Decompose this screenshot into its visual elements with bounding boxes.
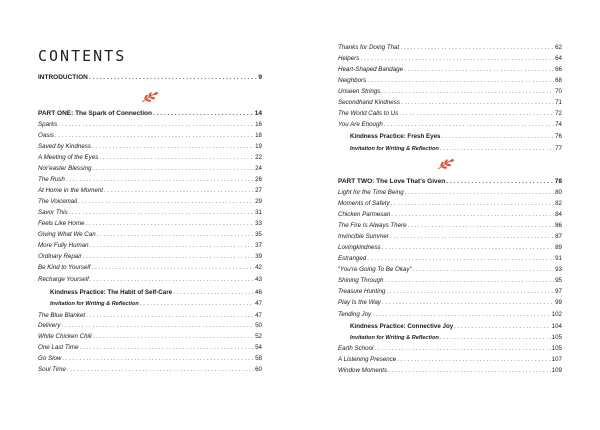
toc-entry-page: 43 (255, 276, 262, 283)
toc-entry-page: 89 (555, 244, 562, 251)
toc-entry-page: 74 (555, 121, 562, 128)
dot-leader (446, 178, 554, 186)
dot-leader (85, 220, 254, 228)
toc-entry-title: Shining Through (338, 277, 384, 284)
toc-entry-title: Ordinary Repair (38, 253, 82, 260)
dot-leader (374, 345, 550, 353)
dot-leader (397, 356, 550, 364)
dot-leader (382, 299, 554, 307)
toc-entry-title: Invitation for Writing & Reflection (350, 335, 439, 341)
toc-entry-title: At Home in the Moment (38, 187, 103, 194)
toc-entry-page: 78 (554, 178, 562, 185)
toc-entry-title: Chicken Parmesan (338, 211, 391, 218)
toc-entry (338, 345, 562, 353)
toc-entry-page: 58 (255, 355, 262, 362)
toc-entry-title: Kindness Practice: Connective Joy (350, 323, 454, 330)
toc-entry-title: PART ONE: The Spark of Connection (38, 110, 152, 117)
toc-entry-page: 102 (551, 311, 562, 318)
toc-entry-page: 80 (555, 189, 562, 196)
toc-entry (338, 110, 562, 118)
toc-entry-page: 54 (255, 344, 262, 351)
toc-entry-page: 72 (555, 110, 562, 117)
toc-entry-title: Estranged (338, 255, 367, 262)
toc-entry (338, 266, 562, 274)
dot-leader (140, 300, 254, 308)
toc-entry-title: Oasis (38, 132, 54, 139)
dot-leader (92, 264, 255, 272)
toc-entry-title: Helpers (338, 55, 360, 62)
toc-entry-page: 104 (551, 323, 562, 330)
toc-entry-title: Kindness Practice: Fresh Eyes (350, 133, 441, 140)
toc-entry (38, 121, 262, 129)
toc-entry-page: 105 (551, 334, 562, 341)
dot-leader (399, 110, 554, 118)
toc-entry-title: More Fully Human (38, 242, 89, 249)
toc-entry-title: You Are Enough (338, 121, 383, 128)
toc-entry (50, 300, 262, 308)
toc-entry-title: Secondhand Kindness (338, 99, 400, 106)
toc-entry (38, 220, 262, 228)
dot-leader (55, 132, 254, 140)
toc-entry-title: The Blue Blanket (38, 312, 86, 319)
dot-leader (367, 77, 554, 85)
dot-leader (381, 88, 554, 96)
toc-entry-page: 52 (255, 333, 262, 340)
toc-entry-title: Giving What We Can (38, 231, 96, 238)
toc-entry-page: 99 (555, 299, 562, 306)
toc-entry-title: Sparks (38, 121, 58, 128)
toc-entry-title: Savor This (38, 209, 68, 216)
toc-entry (50, 289, 262, 297)
toc-entry-page: 77 (555, 145, 562, 152)
dot-leader (405, 189, 554, 197)
toc-entry-title: Neighbors (338, 77, 367, 84)
dot-leader (93, 333, 254, 341)
toc-entry-title: Treasure Hunting (338, 288, 386, 295)
toc-entry (338, 222, 562, 230)
toc-entry (338, 311, 562, 319)
toc-entry-page: 24 (255, 165, 262, 172)
toc-entry-title: The Voicemail (38, 198, 77, 205)
toc-entry (338, 55, 562, 63)
toc-entry-page: 47 (255, 312, 262, 319)
dot-leader (388, 367, 551, 375)
toc-entry (338, 44, 562, 52)
toc-entry-page: 16 (255, 121, 262, 128)
toc-entry (338, 244, 562, 252)
toc-entry-title: Soul Time (38, 366, 66, 373)
dot-leader (386, 288, 554, 296)
toc-entry-title: Play Is the Way (338, 299, 381, 306)
dot-leader (441, 133, 554, 141)
toc-entry (38, 143, 262, 151)
dot-leader (401, 99, 554, 107)
toc-entry-page: 9 (258, 74, 262, 81)
toc-entry-title: Moments of Safety (338, 200, 390, 207)
dot-leader (86, 312, 254, 320)
toc-entry-page: 27 (255, 187, 262, 194)
toc-entry-page: 42 (255, 264, 262, 271)
toc-entry (38, 231, 262, 239)
toc-entry-title: Feels Like Home (38, 220, 85, 227)
dot-leader (61, 322, 254, 330)
toc-entry (338, 299, 562, 307)
toc-entry-page: 95 (555, 277, 562, 284)
toc-entry (38, 355, 262, 363)
dot-leader (360, 55, 554, 63)
dot-leader (173, 289, 254, 297)
toc-entry-title: “You're Going To Be Okay” (338, 266, 412, 273)
dot-leader (372, 311, 551, 319)
leaf-sprig-icon (436, 157, 456, 171)
dot-leader (440, 334, 551, 342)
contents-title: CONTENTS (38, 47, 127, 65)
toc-entry-title: Thanks for Doing That (338, 44, 400, 51)
dot-leader (99, 154, 254, 162)
toc-entry-title: White Chicken Chili (38, 333, 92, 340)
toc-entry (338, 200, 562, 208)
toc-entry-page: 109 (551, 367, 562, 374)
toc-entry (38, 209, 262, 217)
toc-entry-page: 62 (555, 44, 562, 51)
toc-entry-title: The World Calls to Us (338, 110, 399, 117)
toc-entry (350, 145, 562, 153)
dot-leader (367, 255, 554, 263)
toc-entry-title: Delivery (38, 322, 61, 329)
toc-entry (350, 133, 562, 141)
dot-leader (104, 187, 254, 195)
toc-entry-title: Light for the Time Being (338, 189, 404, 196)
toc-entry (338, 77, 562, 85)
toc-entry-page: 39 (255, 253, 262, 260)
dot-leader (391, 211, 554, 219)
dot-leader (58, 121, 254, 129)
toc-entry-title: Heart-Shaped Bandage (338, 66, 404, 73)
toc-entry-page: 84 (555, 211, 562, 218)
dot-leader (384, 277, 554, 285)
toc-entry-page: 68 (555, 77, 562, 84)
toc-entry-title: Invitation for Writing & Reflection (50, 301, 139, 307)
toc-entry-page: 19 (255, 143, 262, 150)
toc-entry (38, 110, 262, 118)
toc-entry (338, 88, 562, 96)
dot-leader (92, 143, 254, 151)
toc-entry (350, 323, 562, 331)
toc-entry-page: 26 (255, 176, 262, 183)
dot-leader (92, 165, 254, 173)
dot-leader (153, 110, 254, 118)
toc-entry (338, 367, 562, 375)
toc-entry-title: Window Moments (338, 367, 388, 374)
leaf-sprig-icon (140, 90, 160, 104)
toc-entry (38, 366, 262, 374)
toc-entry-page: 33 (255, 220, 262, 227)
toc-entry-page: 64 (555, 55, 562, 62)
toc-entry-page: 76 (555, 133, 562, 140)
dot-leader (69, 209, 255, 217)
toc-entry (38, 322, 262, 330)
toc-entry-title: The Rush (38, 176, 65, 183)
dot-leader (440, 145, 554, 153)
toc-entry (338, 356, 562, 364)
toc-entry (338, 178, 562, 186)
dot-leader (67, 366, 254, 374)
toc-entry (338, 233, 562, 241)
toc-entry-page: 107 (551, 356, 562, 363)
toc-entry-page: 29 (255, 198, 262, 205)
toc-entry (38, 253, 262, 261)
toc-entry-page: 82 (555, 200, 562, 207)
toc-entry (38, 154, 262, 162)
dot-leader (97, 231, 254, 239)
toc-entry-title: Tending Joy (338, 311, 372, 318)
toc-entry-page: 93 (555, 266, 562, 273)
toc-entry-title: Be Kind to Yourself (38, 264, 91, 271)
toc-entry (338, 277, 562, 285)
toc-entry (38, 264, 262, 272)
toc-entry-title: INTRODUCTION (38, 74, 88, 81)
toc-entry (38, 187, 262, 195)
dot-leader (83, 253, 254, 261)
toc-entry-title: Saved by Kindness (38, 143, 91, 150)
toc-entry (350, 334, 562, 342)
toc-entry (38, 333, 262, 341)
toc-entry-title: A Listening Presence (338, 356, 397, 363)
toc-entry-page: 31 (255, 209, 262, 216)
toc-entry-title: PART TWO: The Love That's Given (338, 178, 446, 185)
toc-entry-page: 14 (254, 110, 262, 117)
toc-entry (338, 66, 562, 74)
dot-leader (66, 176, 254, 184)
toc-entry (338, 189, 562, 197)
dot-leader (413, 266, 555, 274)
dot-leader (408, 222, 555, 230)
toc-entry (38, 74, 262, 82)
toc-entry-title: Invincible Summer (338, 233, 389, 240)
dot-leader (454, 323, 551, 331)
dot-leader (89, 74, 258, 82)
toc-entry-title: A Meeting of the Eyes (38, 154, 99, 161)
toc-entry-page: 70 (555, 88, 562, 95)
toc-entry (338, 288, 562, 296)
toc-entry-page: 50 (255, 322, 262, 329)
dot-leader (404, 66, 554, 74)
toc-entry-title: Kindness Practice: The Habit of Self-Care (50, 289, 173, 296)
toc-entry-page: 47 (255, 300, 262, 307)
toc-entry (338, 255, 562, 263)
toc-entry-title: Invitation for Writing & Reflection (350, 146, 439, 152)
right-page (300, 0, 600, 430)
toc-entry (338, 121, 562, 129)
dot-leader (391, 200, 555, 208)
toc-entry (338, 99, 562, 107)
toc-entry-title: Recharge Yourself (38, 276, 89, 283)
toc-entry-page: 46 (255, 289, 262, 296)
toc-entry-page: 22 (255, 154, 262, 161)
toc-entry-title: Unseen Strings (338, 88, 381, 95)
toc-entry (338, 211, 562, 219)
toc-entry-page: 60 (255, 366, 262, 373)
toc-entry-title: Nor'easter Blessing (38, 165, 92, 172)
toc-entry-page: 105 (551, 345, 562, 352)
dot-leader (90, 242, 255, 250)
toc-entry-page: 86 (555, 222, 562, 229)
toc-entry (38, 176, 262, 184)
toc-entry (38, 165, 262, 173)
dot-leader (384, 121, 554, 129)
toc-entry-page: 91 (555, 255, 562, 262)
toc-entry (38, 132, 262, 140)
toc-entry-page: 18 (255, 132, 262, 139)
toc-entry (38, 276, 262, 284)
toc-entry-page: 35 (255, 231, 262, 238)
toc-entry-title: Earth School (338, 345, 374, 352)
dot-leader (62, 355, 254, 363)
toc-entry-page: 71 (555, 99, 562, 106)
toc-entry (38, 312, 262, 320)
dot-leader (390, 233, 554, 241)
toc-entry (38, 242, 262, 250)
toc-entry (38, 198, 262, 206)
toc-entry-title: The Fire Is Always There (338, 222, 407, 229)
toc-entry-title: One Last Time (38, 344, 79, 351)
toc-entry-title: Lovingkindness (338, 244, 381, 251)
toc-entry-page: 66 (555, 66, 562, 73)
toc-entry-page: 97 (555, 288, 562, 295)
toc-entry-page: 87 (555, 233, 562, 240)
dot-leader (382, 244, 554, 252)
dot-leader (400, 44, 554, 52)
dot-leader (78, 198, 254, 206)
dot-leader (90, 276, 254, 284)
toc-entry (38, 344, 262, 352)
toc-entry-title: Go Slow (38, 355, 62, 362)
dot-leader (80, 344, 255, 352)
toc-entry-page: 37 (255, 242, 262, 249)
